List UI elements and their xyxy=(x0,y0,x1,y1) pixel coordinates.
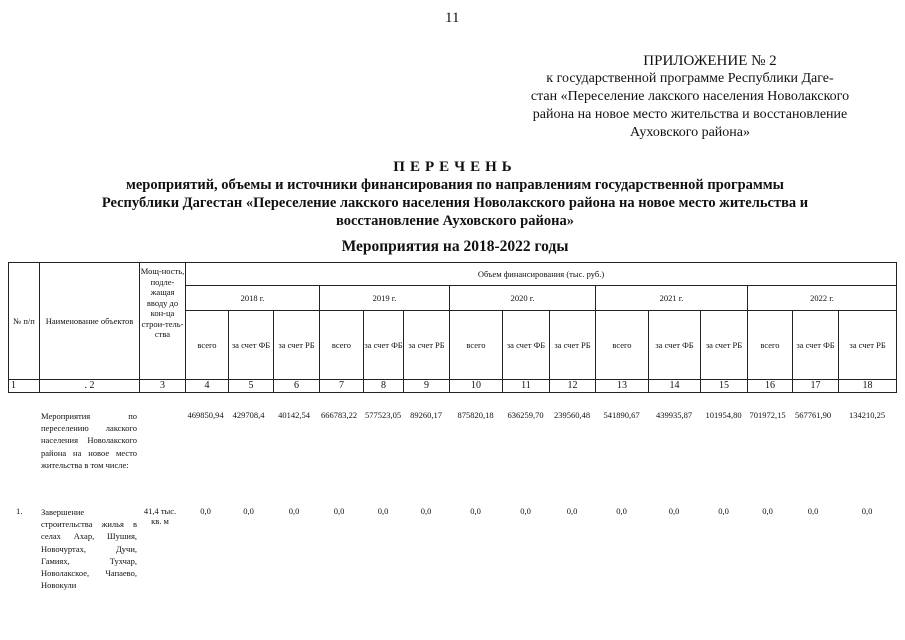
header-total: всего xyxy=(596,311,649,380)
row-value: 0,0 xyxy=(616,506,627,516)
row-value: 439935,87 xyxy=(655,410,693,420)
header-rb: за счет РБ xyxy=(274,311,320,380)
column-number: 10 xyxy=(450,380,503,393)
row-value: 0,0 xyxy=(861,506,873,516)
appendix-line: стан «Переселение лакского населения Новолакского xyxy=(530,89,850,104)
row-name: Завершение строительства жилья в селах Ахар, Шушия, Новочуртах, Дучи, Гамиях, Тухчар, Новолакское, Чапаево, Новокули xyxy=(41,507,137,591)
title-line: мероприятий, объемы и источники финансирования по направлениям государственной программы xyxy=(125,177,784,193)
header-rb: за счет РБ xyxy=(701,311,748,380)
document-title xyxy=(60,158,850,230)
header-rb: за счет РБ xyxy=(404,311,450,380)
row-value: 40142,54 xyxy=(278,410,310,420)
row-value: 666783,22 xyxy=(320,410,358,420)
header-fb: за счет ФБ xyxy=(793,311,839,380)
header-rb: за счет РБ xyxy=(839,311,897,380)
row-value: 567761,90 xyxy=(794,410,832,420)
column-number: 16 xyxy=(748,380,793,393)
row-value: 0,0 xyxy=(470,506,481,516)
row-value: 0,0 xyxy=(288,506,300,516)
header-no: № п/п xyxy=(9,263,40,380)
header-total: всего xyxy=(450,311,503,380)
header-total: всего xyxy=(186,311,229,380)
row-value: 101954,80 xyxy=(705,410,742,420)
row-value: 0,0 xyxy=(243,506,254,516)
column-number: 13 xyxy=(596,380,649,393)
column-number: 12 xyxy=(550,380,596,393)
row-value: 636259,70 xyxy=(507,410,544,420)
column-number: 18 xyxy=(839,380,897,393)
row-value: 0,0 xyxy=(718,506,729,516)
row-name: Мероприятия по переселению лакского населения Новолакского района на новое место жительства в том числе: xyxy=(41,411,137,470)
title-line: Республики Дагестан «Переселение лакского населения Новолакского района на новое место жительства и xyxy=(101,195,809,211)
header-fb: за счет ФБ xyxy=(649,311,701,380)
appendix-line: района на новое место жительства и восстановление xyxy=(532,107,848,122)
row-value: 0,0 xyxy=(520,506,531,516)
header-year: 2022 г. xyxy=(748,286,897,311)
header-year: 2020 г. xyxy=(450,286,596,311)
header-total: всего xyxy=(320,311,364,380)
appendix-header xyxy=(505,52,875,142)
header-name: Наименование объектов xyxy=(40,263,140,380)
header-fb: за счет ФБ xyxy=(503,311,550,380)
header-rb: за счет РБ xyxy=(550,311,596,380)
row-value: 89260,17 xyxy=(410,410,442,420)
column-number: 7 xyxy=(320,380,364,393)
row-value: 469850,94 xyxy=(187,410,224,420)
column-number: 6 xyxy=(274,380,320,393)
row-value: 0,0 xyxy=(200,506,211,516)
appendix-line: к государственной программе Республики Даге- xyxy=(546,71,834,86)
appendix-title: ПРИЛОЖЕНИЕ № 2 xyxy=(643,53,777,69)
row-number: 1. xyxy=(16,506,23,516)
funding-table xyxy=(8,262,897,393)
row-value: 0,0 xyxy=(762,506,773,516)
header-fb: за счет ФБ xyxy=(364,311,404,380)
row-value: 701972,15 xyxy=(749,410,786,420)
row-value: 0,0 xyxy=(668,506,680,516)
column-number: 14 xyxy=(649,380,701,393)
page-number: 11 xyxy=(445,10,460,26)
header-capacity: Мощ-ность, подле-жащая вводу до кон-ца строи-тель-ства xyxy=(140,263,186,380)
row-value: 541890,67 xyxy=(603,410,640,420)
row-value: 429708,4 xyxy=(232,410,265,420)
header-fb: за счет ФБ xyxy=(229,311,274,380)
column-number: . 2 xyxy=(40,380,140,393)
row-value: 239560,48 xyxy=(553,410,591,420)
column-number: 8 xyxy=(364,380,404,393)
row-value: 0,0 xyxy=(420,506,432,516)
row-value: 0,0 xyxy=(566,506,578,516)
document-subtitle: Мероприятия на 2018-2022 годы xyxy=(341,238,569,255)
row-value: 577523,05 xyxy=(364,410,402,420)
appendix-line: Ауховского района» xyxy=(629,125,751,140)
header-funding: Объем финансирования (тыс. руб.) xyxy=(186,263,897,286)
row-value: 875820,18 xyxy=(457,410,494,420)
row-value: 0,0 xyxy=(807,506,819,516)
row-value: 0,0 xyxy=(377,506,389,516)
column-number: 11 xyxy=(503,380,550,393)
header-year: 2018 г. xyxy=(186,286,320,311)
row-capacity: 41,4 тыс. кв. м xyxy=(143,506,177,526)
column-number: 9 xyxy=(404,380,450,393)
row-value: 134210,25 xyxy=(848,410,886,420)
column-number: 5 xyxy=(229,380,274,393)
title-line: восстановление Ауховского района» xyxy=(336,213,574,229)
column-number: 17 xyxy=(793,380,839,393)
column-number: 15 xyxy=(701,380,748,393)
column-number: 4 xyxy=(186,380,229,393)
column-number: 1 xyxy=(9,380,40,393)
header-year: 2021 г. xyxy=(596,286,748,311)
column-number: 3 xyxy=(140,380,186,393)
header-total: всего xyxy=(748,311,793,380)
row-value: 0,0 xyxy=(333,506,345,516)
title-heading: ПЕРЕЧЕНЬ xyxy=(393,159,517,175)
header-year: 2019 г. xyxy=(320,286,450,311)
